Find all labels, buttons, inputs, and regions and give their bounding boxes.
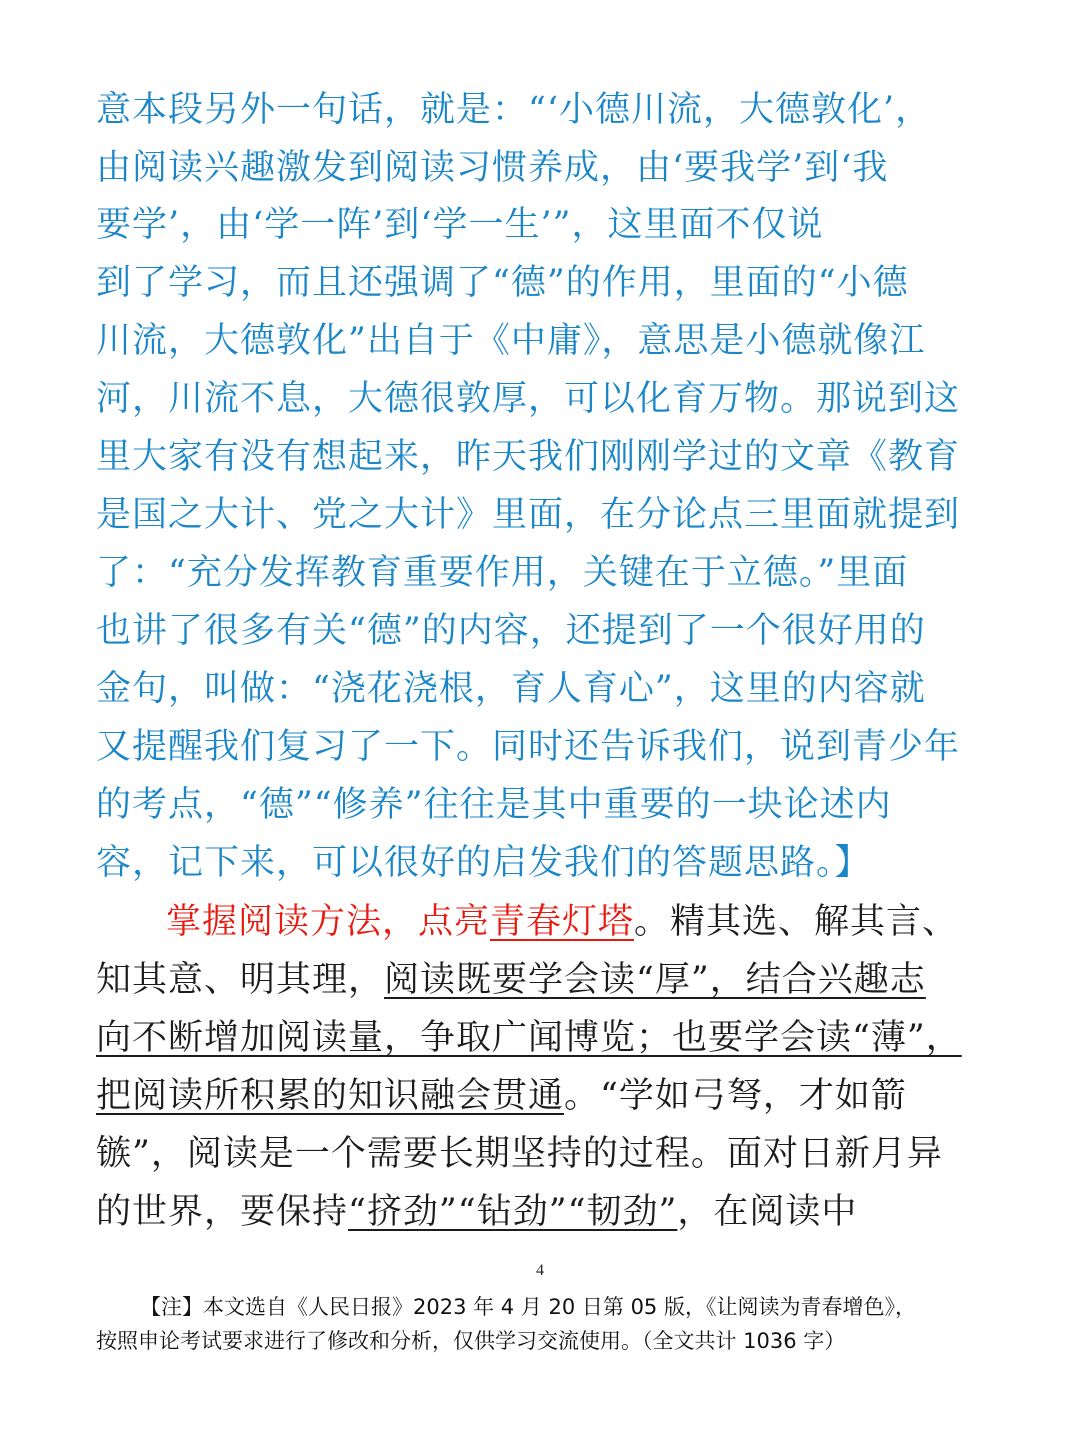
underlined-text: 把阅读所积累的知识融会贯通 [96, 1076, 565, 1116]
heading-sentence: 掌握阅读方法，点亮 [166, 902, 491, 942]
page-number: 4 [536, 1262, 544, 1279]
paragraph-line [96, 1190, 986, 1234]
paragraph-line [96, 958, 986, 1002]
commentary-line: 又提醒我们复习了一下。同时还告诉我们，说到青少年 [96, 727, 961, 767]
paragraph-line [166, 900, 986, 944]
commentary-line: 到了学习，而且还强调了“德”的作用，里面的“小德 [96, 263, 909, 303]
underlined-text: 向不断增加阅读量，争取广闻博览；也要学会读“薄”， [96, 1018, 962, 1058]
footnote-line: 【注】本文选自《人民日报》2023 年 4 月 20 日第 05 版，《让阅读为青春增色》， [140, 1295, 916, 1319]
commentary-line: 意本段另外一句话，就是：“‘小德川流，大德敦化’， [96, 90, 932, 130]
commentary-line: 是国之大计、党之大计》里面，在分论点三里面就提到 [96, 495, 961, 535]
commentary-line: 要学’，由‘学一阵’到‘学一生’”，这里面不仅说 [96, 205, 824, 245]
footnote-line: 按照申论考试要求进行了修改和分析，仅供学习交流使用。（全文共计 1036 字） [96, 1329, 846, 1353]
commentary-line: 的考点，“德”“修养”往往是其中重要的一块论述内 [96, 785, 892, 825]
heading-underlined: 青春灯塔 [490, 902, 635, 942]
line-text: 知其意、明其理， [96, 960, 385, 1000]
line-text: ，在阅读中 [677, 1192, 858, 1232]
paragraph-line [96, 1016, 986, 1060]
line-text: 。“学如弓弩，才如箭 [564, 1076, 907, 1116]
commentary-line: 里大家有没有想起来，昨天我们刚刚学过的文章《教育 [96, 437, 961, 477]
paragraph-line [96, 1074, 986, 1118]
commentary-line: 金句，叫做：“浇花浇根，育人育心”，这里的内容就 [96, 669, 926, 709]
underlined-text: 阅读既要学会读“厚”，结合兴趣志 [384, 960, 926, 1000]
paragraph-line: 镞”，阅读是一个需要长期坚持的过程。面对日新月异 [96, 1134, 943, 1174]
underlined-text: “挤劲”“钻劲”“韧劲” [348, 1192, 678, 1232]
line-text: 的世界，要保持 [96, 1192, 349, 1232]
commentary-line: 由阅读兴趣激发到阅读习惯养成，由‘要我学’到‘我 [96, 148, 889, 188]
commentary-line: 河，川流不息，大德很敦厚，可以化育万物。那说到这 [96, 379, 961, 419]
commentary-line: 川流，大德敦化”出自于《中庸》，意思是小德就像江 [96, 321, 926, 361]
line-text: 。精其选、解其言、 [634, 902, 959, 942]
commentary-line: 了：“充分发挥教育重要作用，关键在于立德。”里面 [96, 553, 909, 593]
commentary-line: 容，记下来，可以很好的启发我们的答题思路。】 [96, 843, 871, 883]
commentary-line: 也讲了很多有关“德”的内容，还提到了一个很好用的 [96, 611, 926, 651]
